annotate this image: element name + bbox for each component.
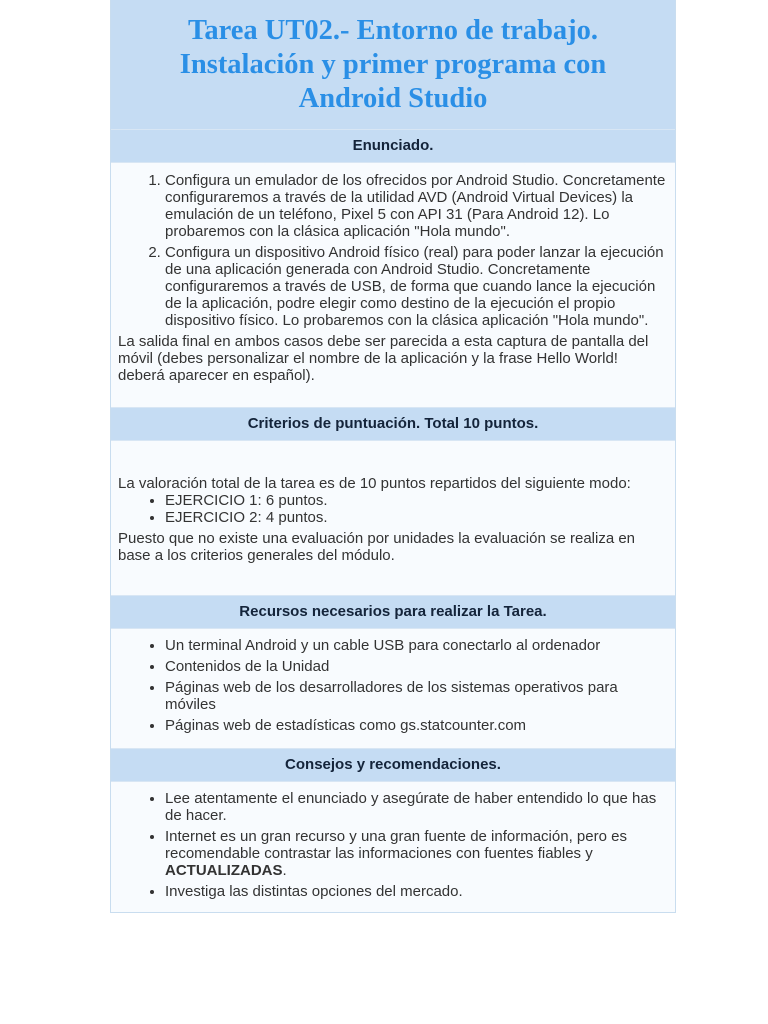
- section-heading-criterios: Criterios de puntuación. Total 10 puntos.: [111, 407, 675, 441]
- criterios-intro: La valoración total de la tarea es de 10 puntos repartidos del siguiente modo:: [118, 475, 631, 492]
- section-body-criterios: [111, 441, 675, 595]
- list-item: • Páginas web de estadísticas como gs.statcounter.com: [165, 717, 667, 734]
- enunciado-list: [118, 172, 667, 329]
- list-item: • Contenidos de la Unidad: [165, 658, 667, 675]
- consejo-text: Internet es un gran recurso y una gran fuente de información, pero es recomendable contrastar las informaciones con fuentes fiables y: [165, 828, 627, 862]
- list-item: [165, 828, 667, 879]
- consejo-period: .: [282, 862, 287, 879]
- enunciado-footer: La salida final en ambos casos debe ser parecida a esta captura de pantalla del móvil (debes personalizar el nombre de la aplicación y la frase Hello World! deberá aparecer en español).: [118, 333, 649, 384]
- list-item: • EJERCICIO 1: 6 puntos.: [165, 492, 667, 509]
- title-line-2: Instalación y primer programa con: [179, 49, 607, 80]
- criterios-list: [118, 492, 667, 526]
- consejo-emphasis: ACTUALIZADAS: [165, 862, 283, 879]
- title-line-1: Tarea UT02.- Entorno de trabajo.: [187, 15, 599, 46]
- task-document: [110, 0, 676, 913]
- list-item: • Páginas web de los desarrolladores de los sistemas operativos para móviles: [165, 679, 667, 713]
- section-body-enunciado: [111, 163, 675, 407]
- list-item: • Lee atentamente el enunciado y asegúrate de haber entendido lo que has de hacer.: [165, 790, 667, 824]
- title-line-3: Android Studio: [298, 83, 488, 114]
- page-title: [111, 14, 675, 116]
- section-heading-consejos: Consejos y recomendaciones.: [111, 748, 675, 782]
- list-item: 2. Configura un dispositivo Android físico (real) para poder lanzar la ejecución de una aplicación generada con Android Studio. Concretamente configuraremos a través de USB, de forma que cuando lance la ejecución de la aplicación, podre elegir como destino de la ejecución el propio dispositivo físico. Lo probaremos con la clásica aplicación "Hola mundo".: [165, 244, 667, 329]
- section-heading-enunciado: Enunciado.: [111, 129, 675, 163]
- recursos-list: [118, 637, 667, 734]
- section-heading-recursos: Recursos necesarios para realizar la Tarea.: [111, 595, 675, 629]
- title-banner: [111, 0, 675, 129]
- list-item: • Un terminal Android y un cable USB para conectarlo al ordenador: [165, 637, 667, 654]
- consejos-list: [118, 790, 667, 900]
- list-item: 1. Configura un emulador de los ofrecidos por Android Studio. Concretamente configuraremos a través de la utilidad AVD (Android Virtual Devices) la emulación de un teléfono, Pixel 5 con API 31 (Para Android 12). Lo probaremos con la clásica aplicación "Hola mundo".: [165, 172, 667, 240]
- section-body-recursos: [111, 629, 675, 748]
- list-item: • Investiga las distintas opciones del mercado.: [165, 883, 667, 900]
- criterios-footer: Puesto que no existe una evaluación por unidades la evaluación se realiza en base a los criterios generales del módulo.: [118, 530, 636, 564]
- list-item: • EJERCICIO 2: 4 puntos.: [165, 509, 667, 526]
- section-body-consejos: [111, 782, 675, 912]
